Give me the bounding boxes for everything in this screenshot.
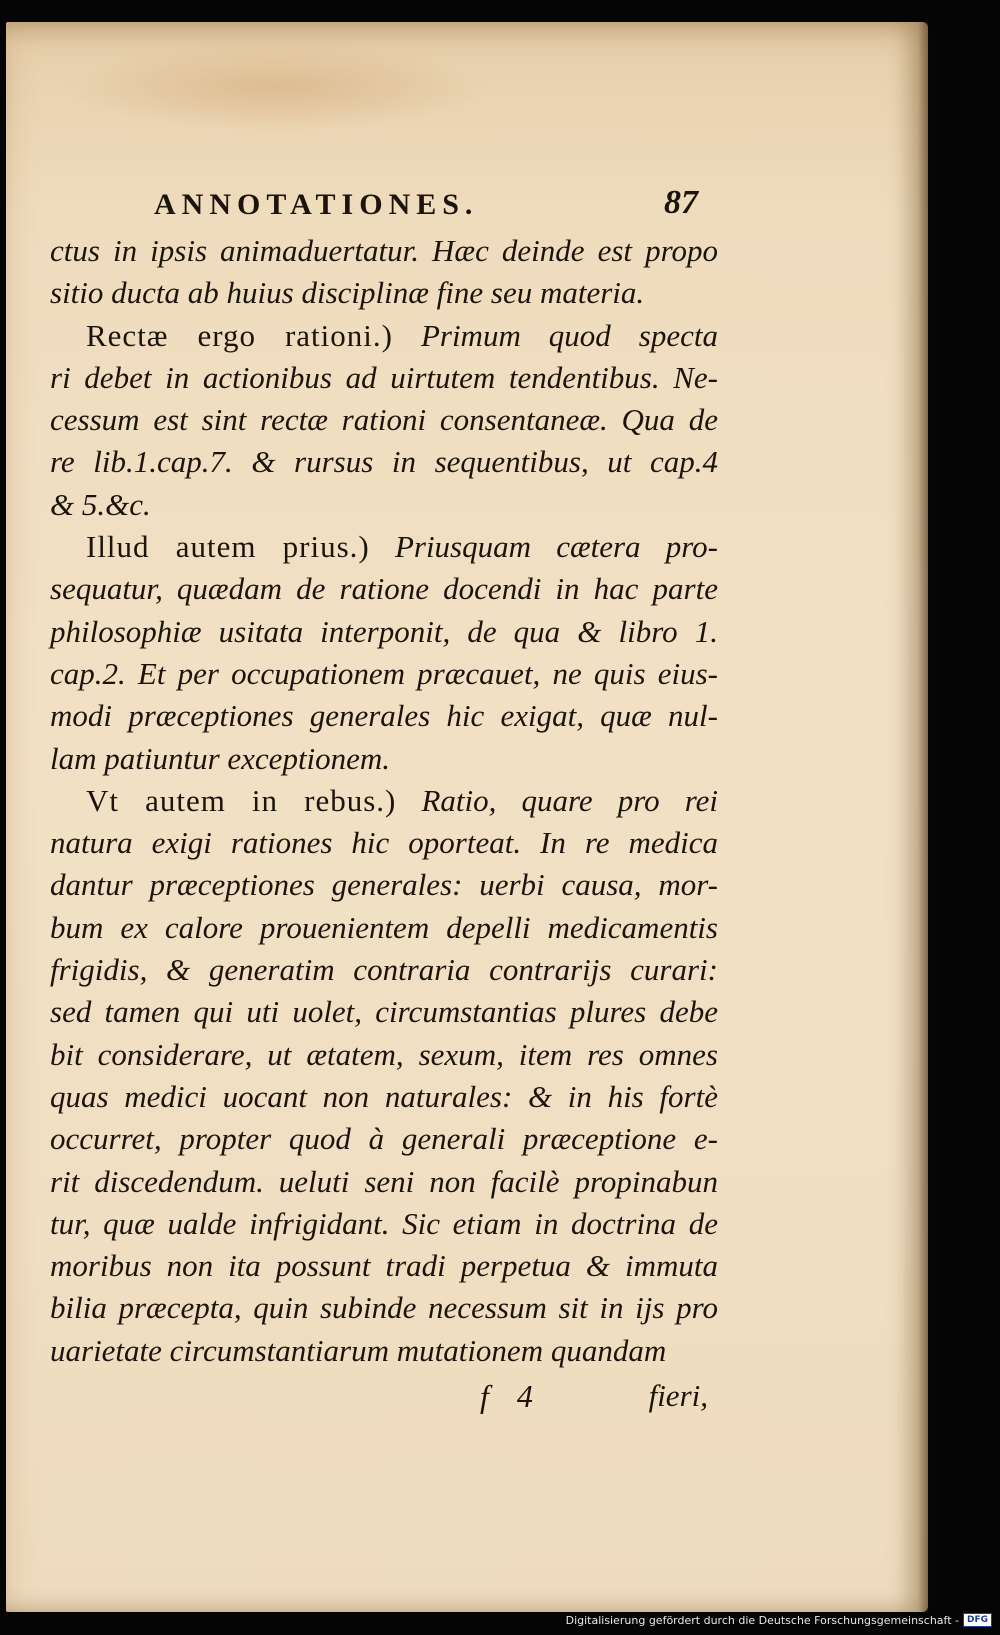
line-text: rit discedendum. ueluti seni non facilè propinabun	[50, 1163, 718, 1199]
text-line	[50, 1330, 718, 1372]
text-line	[50, 1203, 718, 1245]
line-text: Ratio, quare pro rei	[396, 782, 719, 818]
text-line	[50, 780, 718, 822]
text-line	[50, 822, 718, 864]
line-text: cap.2. Et per occupationem præcauet, ne quis eius-	[50, 655, 718, 691]
line-text: natura exigi rationes hic oporteat. In re medica	[50, 825, 718, 861]
line-text: tur, quæ ualde infrigidant. Sic etiam in doctrina de	[50, 1205, 718, 1241]
line-text: & 5.&c.	[50, 486, 151, 522]
line-text: bum ex calore prouenientem depelli medicamentis	[50, 909, 718, 945]
text-line	[50, 695, 718, 737]
line-text: sitio ducta ab huius disciplinæ fine seu materia.	[50, 275, 645, 311]
text-line	[50, 864, 718, 906]
text-line	[50, 526, 718, 568]
text-line	[50, 1161, 718, 1203]
page-edge-shadow	[918, 22, 928, 1612]
line-text: philosophiæ usitata interponit, de qua & libro 1.	[50, 613, 718, 649]
line-text: occurret, propter quod à generali præceptione e-	[50, 1121, 718, 1157]
paragraph	[50, 526, 718, 780]
text-line	[50, 1245, 718, 1287]
text-line	[50, 949, 718, 991]
text-line	[50, 357, 718, 399]
text-line	[50, 653, 718, 695]
text-line	[50, 611, 718, 653]
paragraph	[50, 230, 718, 315]
text-line	[50, 738, 718, 780]
lemma: Illud autem prius.)	[86, 529, 370, 565]
line-text: quas medici uocant non naturales: & in his fortè	[50, 1078, 718, 1114]
text-line	[50, 1287, 718, 1329]
line-text: sequatur, quædam de ratione docendi in hac parte	[50, 571, 718, 607]
line-text: Primum quod specta	[392, 317, 718, 353]
dfg-logo: DFG	[963, 1613, 992, 1627]
text-line	[50, 907, 718, 949]
line-text: ri debet in actionibus ad uirtutem tendentibus. Ne-	[50, 359, 718, 395]
lemma: Rectæ ergo rationi.)	[86, 317, 393, 353]
credit-text: Digitalisierung gefördert durch die Deutsche Forschungsgemeinschaft -	[565, 1613, 959, 1627]
text-line	[50, 399, 718, 441]
text-line	[50, 230, 718, 272]
paragraph	[50, 315, 718, 526]
line-text: cessum est sint rectæ rationi consentaneæ. Qua de	[50, 402, 718, 438]
digitization-credit	[566, 1613, 992, 1627]
line-text: moribus non ita possunt tradi perpetua & immuta	[50, 1248, 718, 1284]
text-line	[50, 1034, 718, 1076]
text-line	[50, 991, 718, 1033]
text-line	[50, 484, 718, 526]
line-text: ctus in ipsis animaduertatur. Hæc deinde est propo	[50, 233, 718, 268]
line-text: frigidis, & generatim contraria contrarijs curari:	[50, 952, 718, 988]
page-number: 87	[664, 184, 698, 221]
page-stain	[66, 42, 486, 132]
paragraph	[50, 780, 718, 1372]
running-title: ANNOTATIONES.	[154, 188, 479, 221]
line-text: uarietate circumstantiarum mutationem quandam	[50, 1332, 667, 1368]
line-text: lam patiuntur exceptionem.	[50, 740, 391, 776]
line-text: Priusquam cætera pro-	[369, 529, 718, 565]
text-line	[50, 568, 718, 610]
book-page	[6, 22, 928, 1612]
text-line	[50, 1076, 718, 1118]
lemma: Vt autem in rebus.)	[86, 782, 397, 818]
line-text: sed tamen qui uti uolet, circumstantias plures debe	[50, 994, 718, 1030]
text-line	[50, 272, 718, 314]
line-text: bit considerare, ut ætatem, sexum, item res omnes	[50, 1036, 718, 1072]
signature-mark: f 4	[480, 1378, 543, 1415]
text-block	[50, 182, 718, 1420]
line-text: re lib.1.cap.7. & rursus in sequentibus, ut cap.4	[50, 444, 718, 480]
text-line	[50, 315, 718, 357]
text-line	[50, 1118, 718, 1160]
page-footer	[50, 1374, 718, 1420]
line-text: bilia præcepta, quin subinde necessum sit in ijs pro	[50, 1290, 718, 1326]
catchword: fieri,	[648, 1378, 708, 1414]
line-text: modi præceptiones generales hic exigat, quæ nul-	[50, 698, 718, 734]
line-text: dantur præceptiones generales: uerbi causa, mor-	[50, 867, 718, 903]
text-line	[50, 441, 718, 483]
body-text	[50, 230, 718, 1372]
running-head	[50, 182, 718, 230]
